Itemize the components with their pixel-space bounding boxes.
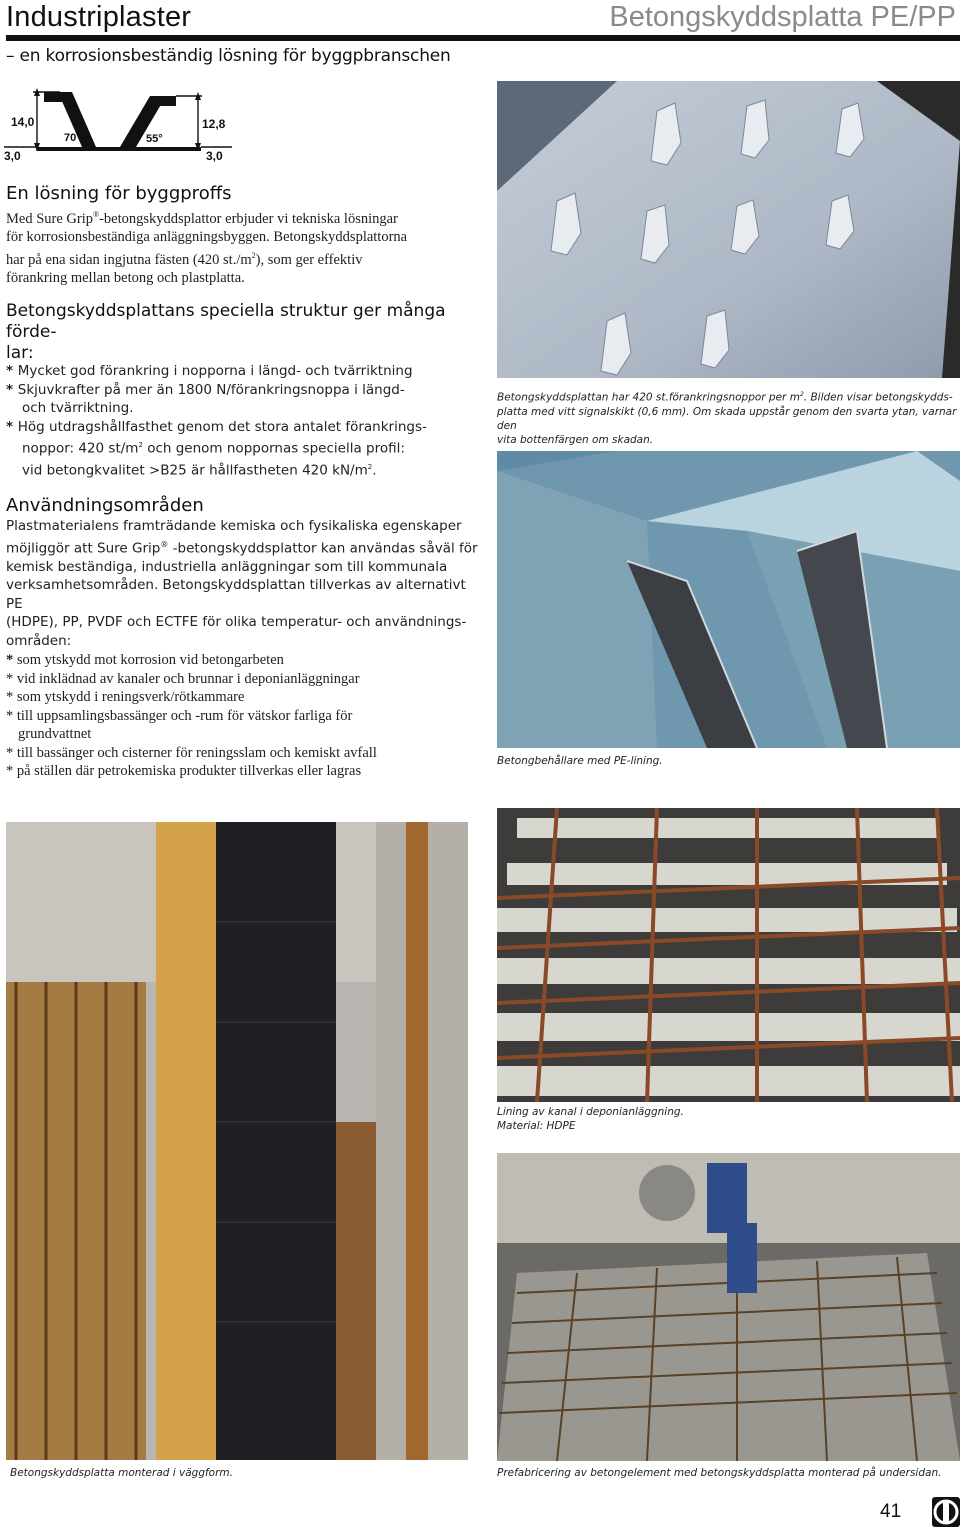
caption-canal-lining: Lining av kanal i deponianläggning. Material: HDPE	[497, 1106, 684, 1132]
header-rule	[6, 35, 960, 41]
company-logo	[932, 1497, 960, 1527]
label-left-height: 14,0	[11, 115, 35, 129]
heading-section-1: En lösning för byggproffs	[6, 183, 232, 204]
product-name: Betongskyddsplatta PE/PP	[609, 1, 956, 33]
caption-prefabrication: Prefabricering av betongelement med betongskyddsplatta monterad på undersidan.	[497, 1467, 942, 1479]
label-right-height: 12,8	[202, 117, 226, 131]
caption-concrete-container: Betongbehållare med PE-lining.	[497, 755, 663, 767]
page-number: 41	[880, 1501, 902, 1522]
label-angle-right: 55°	[146, 133, 163, 145]
photo-canal-lining	[497, 808, 960, 1102]
photo-concrete-container	[497, 451, 960, 748]
profile-diagram	[0, 84, 240, 168]
label-base-right: 3,0	[206, 149, 223, 163]
caption-wall-formwork: Betongskyddsplatta monterad i väggform.	[10, 1467, 233, 1479]
section-3-text: Plastmaterialens framträdande kemiska och fysikaliska egenskaper möjliggör att Sure Grip® -betongskyddsplattor kan användas såväl för kemisk beständiga, industriella anläggningar som till kommunala verksamhetsområden. Betongskyddsplattan tillverkas av alternativt PE (HDPE), PP, PVDF och ECTFE för olika temperatur- och användnings- områden:	[6, 518, 478, 649]
page-title: Industriplaster	[6, 1, 192, 33]
photo-wall-formwork	[6, 822, 468, 1460]
photo-plate-anchors	[497, 81, 960, 378]
profile-left-top	[44, 92, 72, 102]
heading-section-3: Användningsområden	[6, 495, 204, 516]
profile-right-top	[150, 96, 176, 106]
section-1-text: Med Sure Grip®-betongskyddsplattor erbjuder vi tekniska lösningar för korrosionsbeständiga anläggningsbyggen. Betongskyddsplattorna har på ena sidan ingjutna fästen (420 $st./m^2$), som ger effektiv förankring mellan betong och plastplatta.	[6, 210, 408, 287]
photo-prefabrication	[497, 1153, 960, 1461]
section-3-list: * som ytskydd mot korrosion vid betongarbeten * vid inklädnad av kanaler och brunnar i deponianläggningar * som ytskydd i reningsverk/rötkammare * till uppsamlingsbassänger och -rum för vätskor farliga för grundvattnet * till bassänger och cisterner för reningsslam och kemiskt avfall * på ställen där petrokemiska produkter tillverkas eller lagras	[6, 652, 377, 779]
page-subtitle: – en korrosionsbeständig lösning för byggpbranschen	[6, 46, 451, 66]
label-base-left: 3,0	[4, 149, 21, 163]
caption-plate-anchors: Betongskyddsplattan har 420 st.förankringsnoppor per $m^2$. Bilden visar betongskydds- platta med vitt signalskikt (0,6 mm). Om skada uppstår genom den svarta ytan, varnar den vita bottenfärgen om skadan.	[497, 391, 957, 446]
label-angle-left: 70°	[64, 132, 81, 144]
section-2-bullets: * Mycket god förankring i nopporna i längd- och tvärriktning * Skjuvkrafter på mer än 1800 N/förankringsnoppa i längd- och tvärriktning. * Hög utdragshållfasthet genom det stora antalet förankrings- noppor: 420 $st/m^2$ och genom noppornas speciella profil: vid betongkvalitet >B25 är hållfastheten 420 $kN/m^2$.	[6, 363, 427, 479]
profile-base-plate	[37, 147, 201, 151]
heading-section-2: Betongskyddsplattans speciella struktur ger många förde- lar:	[6, 301, 446, 363]
